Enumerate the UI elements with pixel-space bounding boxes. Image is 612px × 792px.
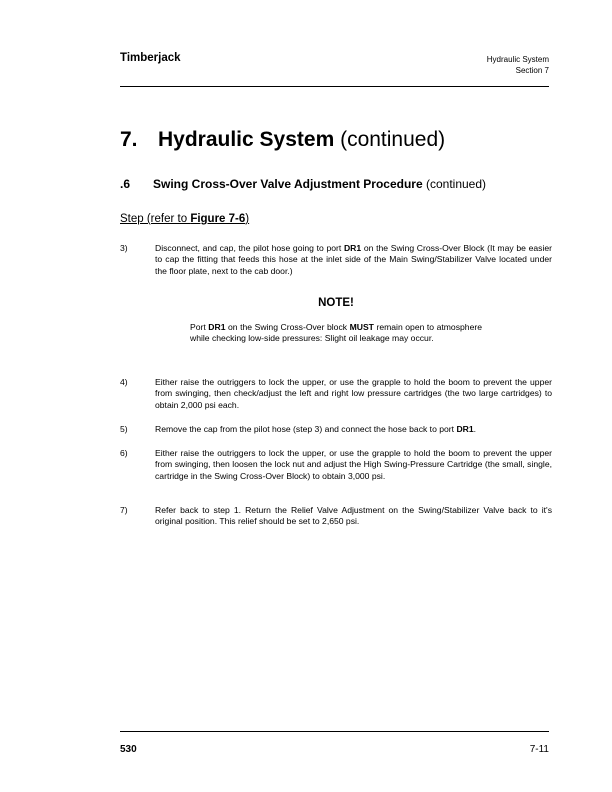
chapter-title-suffix: (continued)	[334, 128, 446, 151]
section-number: .6	[120, 177, 131, 191]
step-text: Refer back to step 1. Return the Relief Valve Adjustment on the Swing/Stabilizer Valve back to it's original position. This relief should be set to 2,650 psi.	[155, 505, 552, 527]
step-item	[120, 377, 552, 411]
chapter-title	[120, 128, 445, 152]
step-item	[120, 243, 552, 277]
footer-rule	[120, 731, 549, 732]
brand-name: Timberjack	[120, 52, 181, 64]
running-header-section: Section 7	[515, 66, 549, 75]
step-text-part: Remove the cap from the pilot hose (step 3) and connect the hose back to port	[155, 424, 457, 434]
step-number: 7)	[120, 505, 128, 515]
step-text-part: .	[473, 424, 477, 434]
port-label: DR1	[208, 322, 226, 332]
chapter-number: 7.	[120, 128, 138, 151]
step-text-part: on the Swing Cross-Over Block (It may be easier to cap the fitting that feeds this hose at the inlet side of the Main Swing/Stabilizer Valve located under the floor plate, next to the cab door.)	[155, 243, 552, 276]
emphasis-must: MUST	[349, 322, 374, 332]
step-number: 4)	[120, 377, 128, 387]
footer-doc-number: 530	[120, 744, 137, 755]
running-header-title: Hydraulic System	[486, 55, 549, 64]
note-text-part: Port	[190, 322, 209, 332]
note-text-part: remain open to atmosphere while checking low-side pressures: Slight oil leakage may occur.	[190, 322, 482, 344]
step-text	[155, 424, 552, 435]
header-rule	[120, 86, 549, 87]
step-item	[120, 448, 552, 482]
chapter-title-main: Hydraulic System	[158, 128, 335, 151]
section-title-main: Swing Cross-Over Valve Adjustment Procedure	[153, 177, 423, 191]
step-header-prefix: Step (refer to	[120, 213, 191, 225]
step-item	[120, 424, 552, 435]
step-header	[120, 213, 249, 225]
section-title	[120, 177, 486, 191]
note-title: NOTE!	[318, 297, 354, 309]
step-text: Either raise the outriggers to lock the upper, or use the grapple to hold the boom to prevent the upper from swinging, then loosen the lock nut and adjust the High Swing-Pressure Cartridge (the small, single, cartridge in the Swing Cross-Over Block) to obtain 3,000 psi.	[155, 448, 552, 481]
section-title-suffix: (continued)	[422, 177, 487, 191]
step-item	[120, 505, 552, 528]
step-number: 6)	[120, 448, 128, 458]
port-label: DR1	[343, 243, 362, 253]
note-text-part: on the Swing Cross-Over block	[225, 322, 350, 332]
step-number: 3)	[120, 243, 128, 253]
port-label: DR1	[456, 424, 474, 434]
figure-reference: Figure 7-6	[190, 213, 246, 225]
step-number: 5)	[120, 424, 128, 434]
step-text-part: Disconnect, and cap, the pilot hose going to port	[155, 243, 344, 253]
page-number: 7-11	[529, 744, 549, 755]
step-text	[155, 243, 552, 277]
note-body	[190, 322, 482, 345]
step-header-suffix: )	[245, 213, 250, 225]
running-header	[487, 54, 549, 76]
step-text: Either raise the outriggers to lock the upper, or use the grapple to hold the boom to prevent the upper from swinging, then check/adjust the left and right low pressure cartridges (the two large cartridges) to obtain 2,000 psi each.	[155, 377, 552, 410]
